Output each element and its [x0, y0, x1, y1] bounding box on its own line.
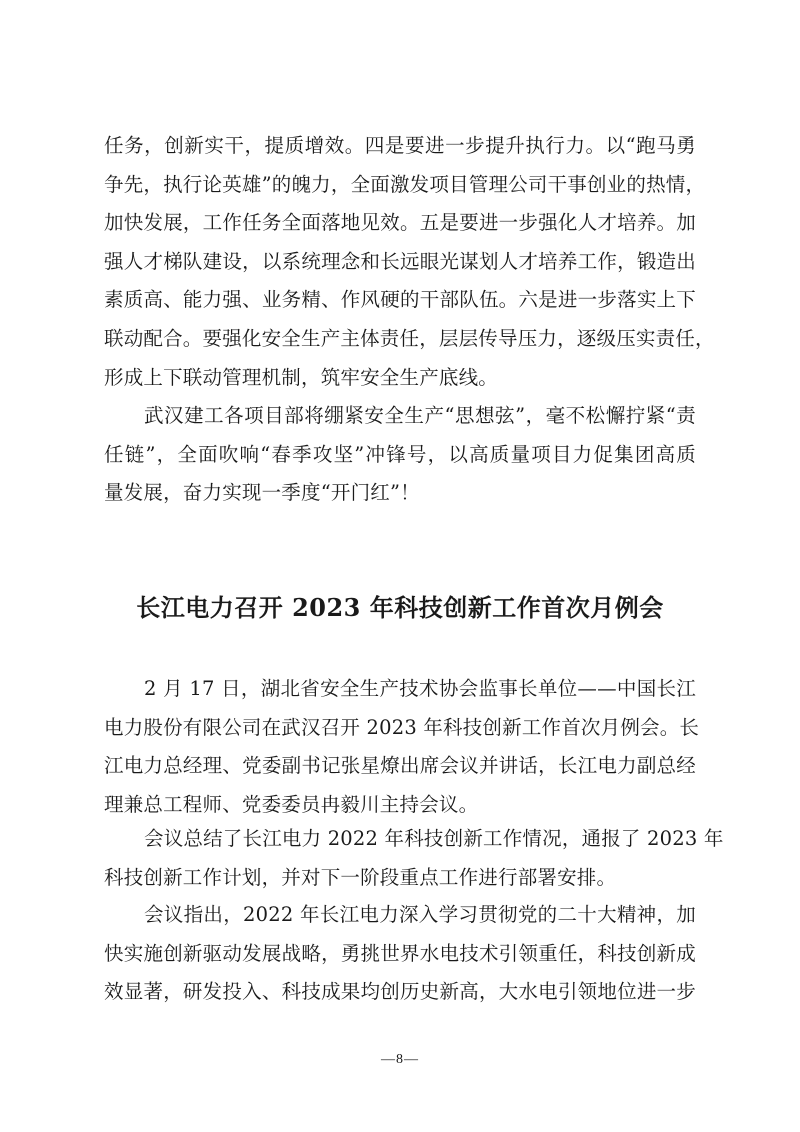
text-line: 任链”，全面吹响“春季攻坚”冲锋号，以高质量项目力促集团高质 [104, 442, 696, 466]
closing-paragraph [104, 397, 696, 513]
text-line: 快实施创新驱动发展战略，勇挑世界水电技术引领重任，科技创新成 [104, 941, 696, 965]
text-line: 江电力总经理、党委副书记张星燎出席会议并讲话，长江电力副总经 [104, 754, 696, 778]
text-line: 效显著，研发投入、科技成果均创历史新高，大水电引领地位进一步 [104, 980, 696, 1004]
text-line: 量发展，奋力实现一季度“开门红”！ [104, 481, 420, 505]
text-line: 电力股份有限公司在武汉召开 2023 年科技创新工作首次月例会。长 [104, 715, 700, 739]
text-line: 理兼总工程师、党委委员冉毅川主持会议。 [104, 792, 479, 816]
article-paragraph-2 [104, 820, 724, 897]
text-line: 素质高、能力强、业务精、作风硬的干部队伍。六是进一步落实上下 [104, 288, 696, 312]
page-number: —8— [381, 1052, 419, 1067]
article-paragraph-1 [104, 670, 700, 824]
article-title: 长江电力召开 2023 年科技创新工作首次月例会 [136, 593, 664, 622]
text-line: 联动配合。要强化安全生产主体责任，层层传导压力，逐级压实责任， [104, 326, 715, 350]
text-line: 武汉建工各项目部将绷紧安全生产“思想弦”，毫不松懈拧紧“责 [144, 404, 696, 427]
text-line: 会议指出，2022 年长江电力深入学习贯彻党的二十大精神，加 [144, 903, 696, 926]
text-line: 加快发展，工作任务全面落地见效。五是要进一步强化人才培养。加 [104, 211, 696, 235]
continued-paragraph [104, 127, 715, 397]
text-line: 形成上下联动管理机制，筑牢安全生产底线。 [104, 365, 499, 389]
text-line: 科技创新工作计划，并对下一阶段重点工作进行部署安排。 [104, 865, 617, 889]
text-line: 争先，执行论英雄”的魄力，全面激发项目管理公司干事创业的热情， [104, 172, 706, 196]
text-line: 强人才梯队建设，以系统理念和长远眼光谋划人才培养工作，锻造出 [104, 249, 696, 273]
text-line: 2 月 17 日，湖北省安全生产技术协会监事长单位——中国长江 [144, 677, 696, 700]
text-line: 会议总结了长江电力 2022 年科技创新工作情况，通报了 2023 年 [144, 827, 724, 850]
text-line: 任务，创新实干，提质增效。四是要进一步提升执行力。以“跑马勇 [104, 134, 696, 157]
article-paragraph-3 [104, 896, 696, 1012]
